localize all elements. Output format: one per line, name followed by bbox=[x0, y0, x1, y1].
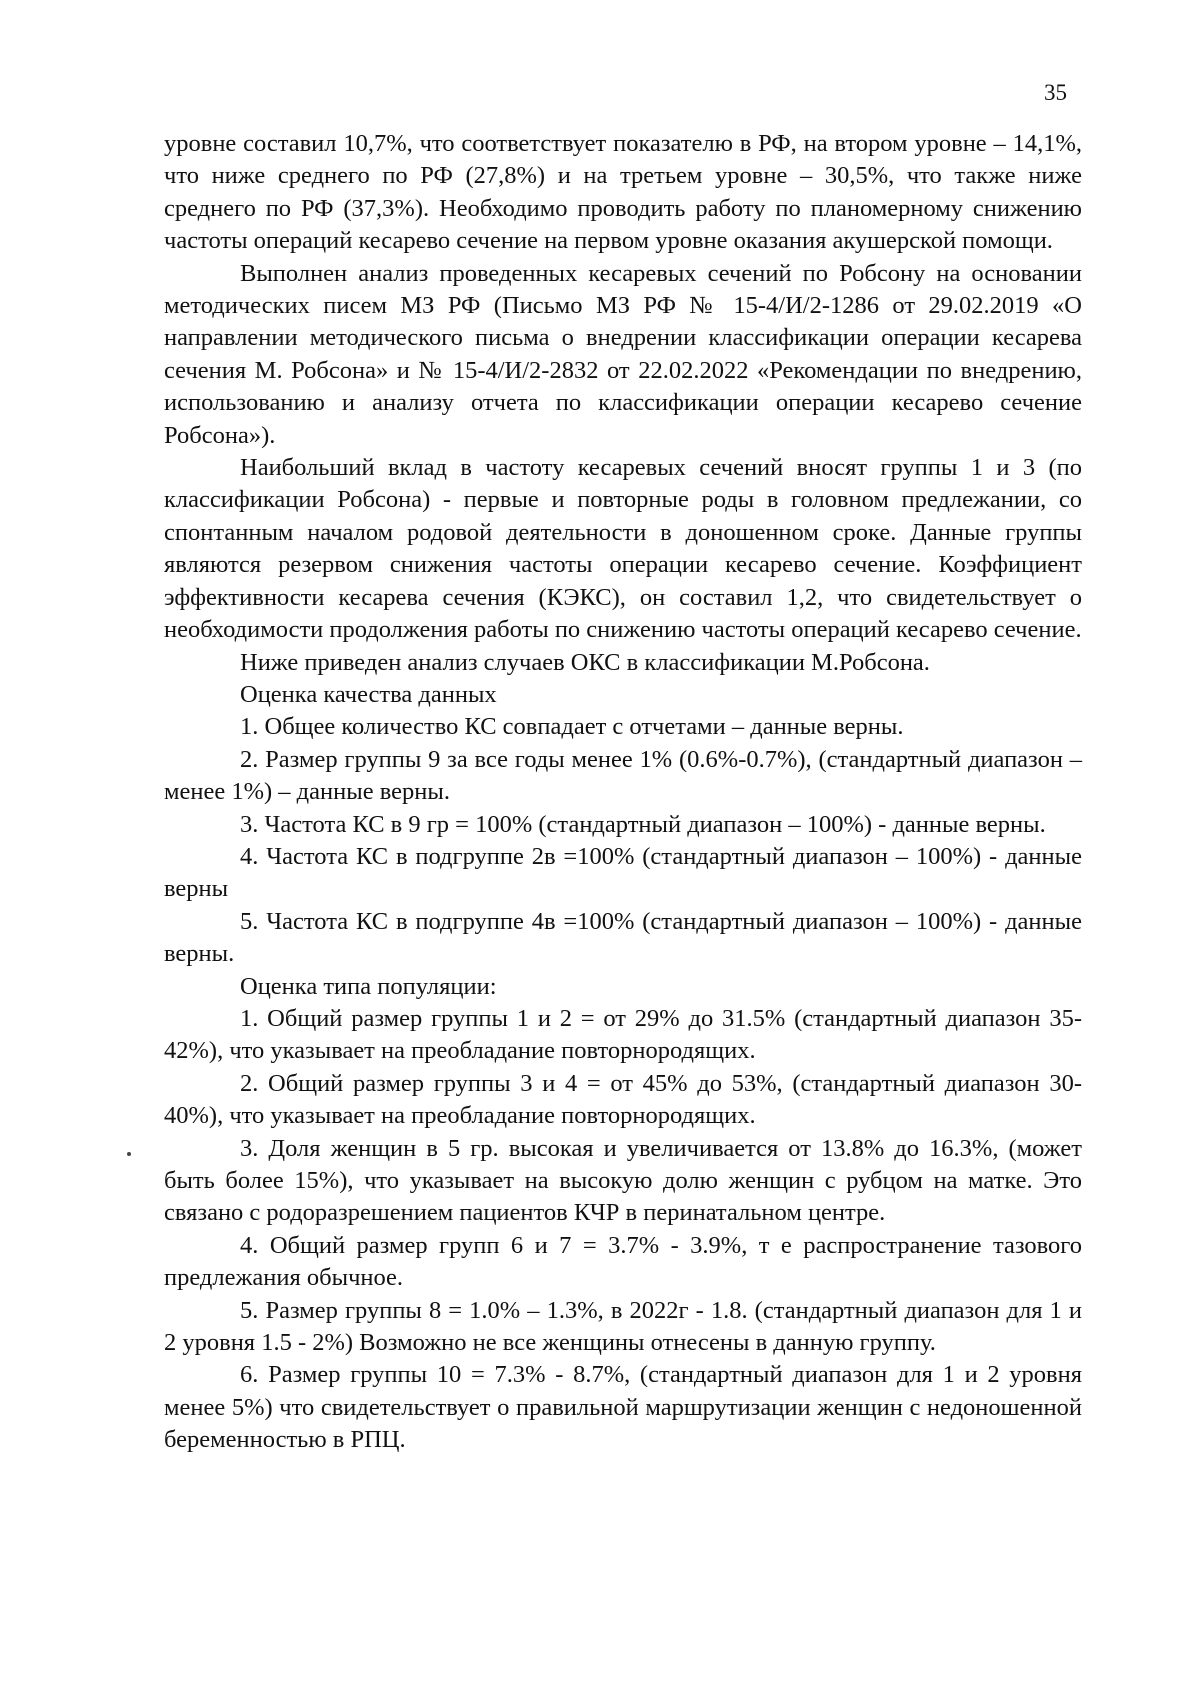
page-number: 35 bbox=[1044, 80, 1067, 105]
scan-dot-mark bbox=[127, 1152, 131, 1156]
list-item-population-4: 4. Общий размер групп 6 и 7 = 3.7% - 3.9%, т е распространение тазового предлежания обычное. bbox=[164, 1231, 1082, 1292]
list-item-population-3: 3. Доля женщин в 5 гр. высокая и увеличивается от 13.8% до 16.3%, (может быть более 15%), что указывает на высокую долю женщин с рубцом на матке. Это связано с родоразрешением пациентов КЧР в перинатальном центре. bbox=[164, 1134, 1082, 1227]
list-item-population-2: 2. Общий размер группы 3 и 4 = от 45% до 53%, (стандартный диапазон 30-40%), что указывает на преобладание повторнородящих. bbox=[164, 1069, 1082, 1130]
document-body bbox=[164, 128, 1082, 1457]
heading-data-quality: Оценка качества данных bbox=[240, 680, 497, 708]
list-item-quality-3: 3. Частота КС в 9 гр = 100% (стандартный диапазон – 100%) - данные верны. bbox=[240, 810, 1046, 838]
list-item-population-6: 6. Размер группы 10 = 7.3% - 8.7%, (стандартный диапазон для 1 и 2 уровня менее 5%) что свидетельствует о правильной маршрутизации женщин с недоношенной беременностью в РПЦ. bbox=[164, 1361, 1082, 1454]
paragraph-level-stats: уровне составил 10,7%, что соответствует показателю в РФ, на втором уровне – 14,1%, что ниже среднего по РФ (27,8%) и на третьем уровне – 30,5%, что также ниже среднего по РФ (37,3%). Необходимо проводить работу по планомерному снижению частоты операций кесарево сечение на первом уровне оказания акушерской помощи. bbox=[164, 130, 1082, 255]
list-item-quality-1: 1. Общее количество КС совпадает с отчетами – данные верны. bbox=[240, 713, 904, 741]
list-item-quality-4: 4. Частота КС в подгруппе 2в =100% (стандартный диапазон – 100%) - данные верны bbox=[164, 842, 1082, 903]
list-item-population-5: 5. Размер группы 8 = 1.0% – 1.3%, в 2022г - 1.8. (стандартный диапазон для 1 и 2 уровня 1.5 - 2%) Возможно не все женщины отнесены в данную группу. bbox=[164, 1296, 1082, 1357]
paragraph-robson-analysis: Выполнен анализ проведенных кесаревых сечений по Робсону на основании методических писем МЗ РФ (Письмо МЗ РФ № 15-4/И/2-1286 от 29.02.2019 «О направлении методического письма о внедрении классификации операции кесарева сечения М. Робсона» и № 15-4/И/2-2832 от 22.02.2022 «Рекомендации по внедрению, использованию и анализу отчета по классификации операции кесарево сечение Робсона»). bbox=[164, 259, 1082, 449]
heading-population-type: Оценка типа популяции: bbox=[240, 972, 497, 1000]
list-item-quality-5: 5. Частота КС в подгруппе 4в =100% (стандартный диапазон – 100%) - данные верны. bbox=[164, 907, 1082, 968]
list-item-population-1: 1. Общий размер группы 1 и 2 = от 29% до 31.5% (стандартный диапазон 35-42%), что указывает на преобладание повторнородящих. bbox=[164, 1004, 1082, 1065]
list-item-quality-2: 2. Размер группы 9 за все годы менее 1% (0.6%-0.7%), (стандартный диапазон – менее 1%) – данные верны. bbox=[164, 745, 1082, 806]
paragraph-groups-contribution: Наибольший вклад в частоту кесаревых сечений вносят группы 1 и 3 (по классификации Робсона) - первые и повторные роды в головном предлежании, со спонтанным началом родовой деятельности в доношенном сроке. Данные группы являются резервом снижения частоты операции кесарево сечение. Коэффициент эффективности кесарева сечения (КЭКС), он составил 1,2, что свидетельствует о необходимости продолжения работы по снижению частоты операций кесарево сечение. bbox=[164, 454, 1082, 644]
paragraph-oks-intro: Ниже приведен анализ случаев ОКС в классификации М.Робсона. bbox=[240, 648, 930, 676]
